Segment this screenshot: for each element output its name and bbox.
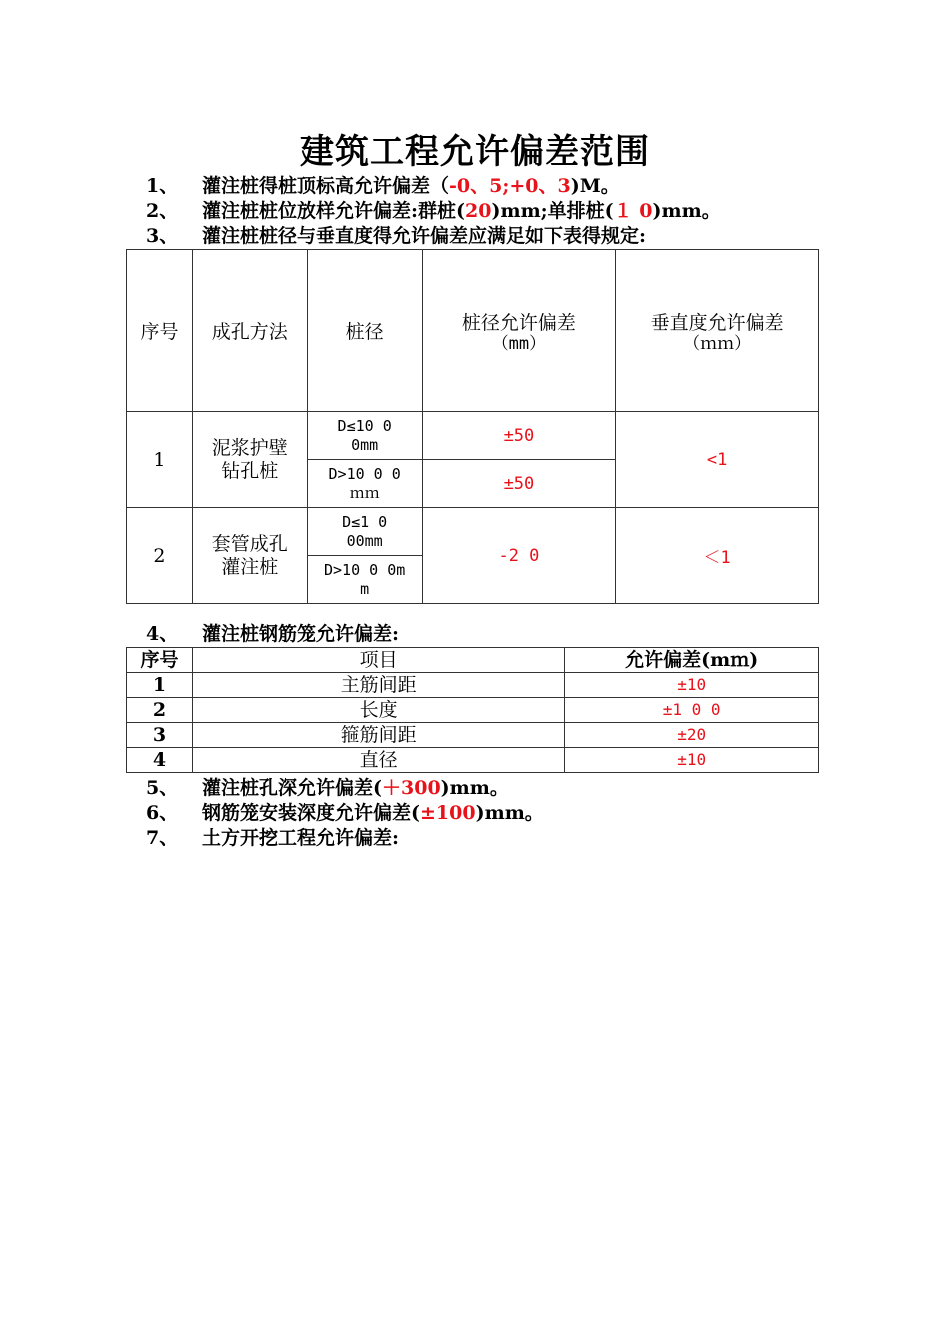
header-line: 垂直度允许偏差 <box>650 311 784 334</box>
item-2 <box>146 199 721 223</box>
tolerance-cell: ±20 <box>565 723 819 748</box>
diameter-line: ｍｍ <box>349 483 380 502</box>
diameter-cell <box>307 412 422 460</box>
header-line: 桩径允许偏差 <box>461 311 576 334</box>
diameter-line: D>10 0 0 <box>328 464 401 483</box>
header-cell: 序号 <box>127 648 193 673</box>
table-header-row <box>127 648 819 673</box>
header-cell: 桩径 <box>307 250 422 412</box>
item-text: 灌注桩桩径与垂直度得允许偏差应满足如下表得规定: <box>202 225 647 247</box>
header-cell: 序号 <box>127 250 193 412</box>
header-cell <box>422 250 616 412</box>
item-number: 5、 <box>146 777 179 799</box>
item-text-end: )mm。 <box>475 802 544 824</box>
item-text-mid: )mm;单排桩( <box>491 200 614 222</box>
diameter-tolerance: ±50 <box>422 460 616 508</box>
item-number: 4、 <box>146 623 179 645</box>
item-cell: 直径 <box>192 748 564 773</box>
table-row <box>127 698 819 723</box>
method-cell <box>192 508 307 604</box>
item-text: 灌注桩钢筋笼允许偏差: <box>202 623 400 645</box>
item-text: 土方开挖工程允许偏差: <box>202 827 400 849</box>
diameter-line: 00mm <box>346 531 383 550</box>
rebar-cage-table <box>126 647 819 773</box>
item-4 <box>146 622 399 646</box>
vertical-tolerance: ＜1 <box>616 508 819 604</box>
tolerance-cell: ±10 <box>565 748 819 773</box>
table-row <box>127 748 819 773</box>
item-cell: 主筋间距 <box>192 673 564 698</box>
header-cell <box>616 250 819 412</box>
diameter-tolerance: -2 0 <box>422 508 616 604</box>
item-text-end: )mm。 <box>652 200 721 222</box>
item-text: 钢筋笼安装深度允许偏差( <box>202 802 420 824</box>
item-7 <box>146 826 399 850</box>
row-number: 3 <box>127 723 193 748</box>
header-cell: 项目 <box>192 648 564 673</box>
page-title: 建筑工程允许偏差范围 <box>300 132 650 172</box>
method-line: 套管成孔 <box>211 532 288 555</box>
item-3 <box>146 224 646 248</box>
item-cell: 箍筋间距 <box>192 723 564 748</box>
diameter-cell <box>307 556 422 604</box>
method-line: 灌注桩 <box>221 555 279 578</box>
item-value-2: １ 0 <box>613 200 653 222</box>
table-row <box>127 723 819 748</box>
table-row <box>127 508 819 556</box>
item-value: ＋300 <box>382 777 441 799</box>
tolerance-cell: ±1 0 0 <box>565 698 819 723</box>
row-number: 1 <box>127 673 193 698</box>
method-line: 钻孔桩 <box>221 459 279 482</box>
row-number: 4 <box>127 748 193 773</box>
item-number: 3、 <box>146 225 179 247</box>
table-row <box>127 673 819 698</box>
item-number: 2、 <box>146 200 179 222</box>
item-value: ±100 <box>420 802 476 824</box>
diameter-cell <box>307 460 422 508</box>
item-number: 7、 <box>146 827 179 849</box>
item-value: 20 <box>465 200 492 222</box>
item-text-end: )mm。 <box>440 777 509 799</box>
item-cell: 长度 <box>192 698 564 723</box>
table-row <box>127 412 819 460</box>
diameter-line: D≤1 0 <box>342 512 388 531</box>
diameter-line: D>10 0 0m <box>324 560 406 579</box>
item-text: 灌注桩得桩顶标高允许偏差（ <box>202 175 450 197</box>
table-header-row <box>127 250 819 412</box>
method-cell <box>192 412 307 508</box>
item-text-end: )M。 <box>570 175 620 197</box>
item-text: 灌注桩桩位放样允许偏差:群桩( <box>202 200 466 222</box>
header-cell: 成孔方法 <box>192 250 307 412</box>
item-6 <box>146 801 544 825</box>
item-text: 灌注桩孔深允许偏差( <box>202 777 382 799</box>
item-number: 6、 <box>146 802 179 824</box>
item-5 <box>146 776 509 800</box>
tolerance-cell: ±10 <box>565 673 819 698</box>
header-unit: （ｍｍ） <box>683 333 752 354</box>
diameter-cell <box>307 508 422 556</box>
item-number: 1、 <box>146 175 179 197</box>
header-cell: 允许偏差(mｍ) <box>565 648 819 673</box>
item-value: -0、5;+0、3 <box>449 175 571 197</box>
method-line: 泥浆护壁 <box>211 436 288 459</box>
diameter-line: 0mm <box>351 435 379 454</box>
pile-diameter-table <box>126 249 819 604</box>
diameter-tolerance: ±50 <box>422 412 616 460</box>
row-number: 1 <box>127 412 193 508</box>
item-1 <box>146 174 620 198</box>
vertical-tolerance: <1 <box>616 412 819 508</box>
row-number: 2 <box>127 698 193 723</box>
diameter-line: m <box>360 579 370 598</box>
row-number: 2 <box>127 508 193 604</box>
diameter-line: D≤10 0 <box>337 416 392 435</box>
header-unit: （mm） <box>491 333 547 354</box>
